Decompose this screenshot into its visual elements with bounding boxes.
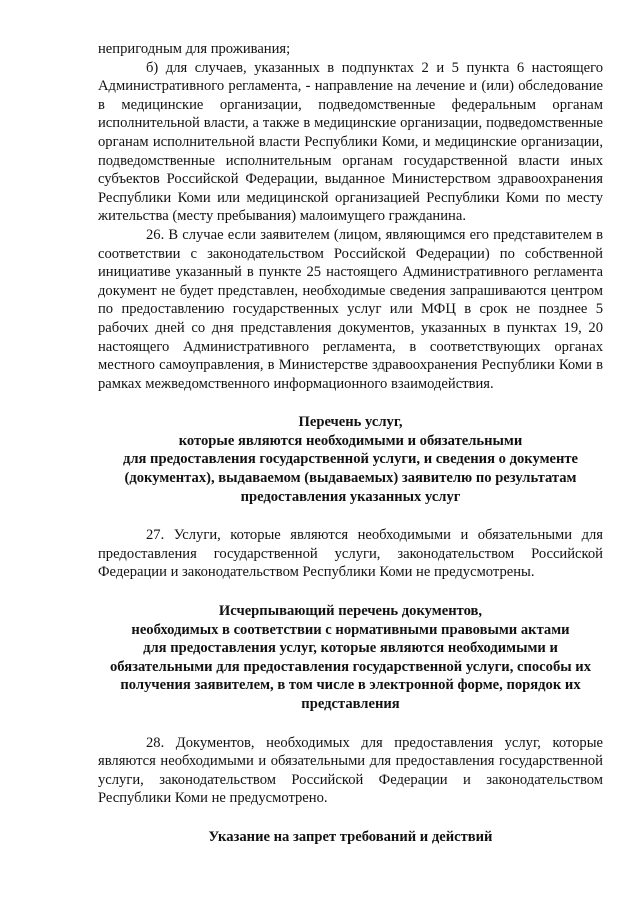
heading-line: Перечень услуг,: [298, 414, 403, 431]
paragraph-28: 28. Документов, необходимых для предоставления услуг, которые являются необходимыми и обязательными для предоставления государственной услуги, законодательством Российской Федерации и законодательством Республики Коми не предусмотрено.: [98, 734, 603, 807]
heading-line: Исчерпывающий перечень документов,: [218, 603, 483, 620]
heading-line: представления: [301, 696, 400, 712]
heading-line: для предоставления государственной услуги, и сведения о документе: [122, 451, 579, 468]
heading-line: обязательными для предоставления государственной услуги, способы их: [109, 658, 592, 675]
heading-line: получения заявителем, в том числе в электронной форме, порядок их: [120, 677, 581, 694]
paragraph-26: 26. В случае если заявителем (лицом, являющимся его представителем в соответствии с законодательством Российской Федерации) по собственной инициативе указанный в пункте 25 настоящего Административного регламента документ не будет представлен, необходимые сведения запрашиваются центром по предоставлению государственных услуг или МФЦ в срок не позднее 5 рабочих дней со дня представления документов, указанных в пунктах 19, 20 настоящего Административного регламента, в соответствующих органах местного самоуправления, в Министерстве здравоохранения Республики Коми в рамках межведомственного информационного взаимодействия.: [98, 226, 603, 392]
heading-documents-list: [98, 602, 603, 714]
heading-services-list: [98, 413, 603, 506]
heading-prohibition: Указание на запрет требований и действий: [208, 828, 493, 845]
paragraph-b: б) для случаев, указанных в подпунктах 2 и 5 пункта 6 настоящего Административного регламента, - направление на лечение и (или) обследование в медицинские организации, подведомственные федеральным органам исполнительной власти, а также в медицинские организации, подведомственные органам исполнительной власти Республики Коми, и медицинские организации, подведомственные исполнительным органам государственной власти иных субъектов Российской Федерации, выданное Министерством здравоохранения Республики Коми или медицинской организацией Республики Коми по месту жительства (месту пребывания) малоимущего гражданина.: [98, 59, 603, 225]
heading-line: необходимых в соответствии с нормативными правовыми актами: [131, 621, 570, 638]
heading-line: для предоставления услуг, которые являются необходимыми и: [143, 640, 558, 657]
paragraph-continuation: непригодным для проживания;: [98, 41, 291, 57]
document-page: [98, 40, 603, 847]
paragraph-27: 27. Услуги, которые являются необходимыми и обязательными для предоставления государственной услуги, законодательством Российской Федерации и законодательством Республики Коми не предусмотрены.: [98, 527, 603, 581]
heading-line: предоставления указанных услуг: [240, 488, 461, 505]
heading-line: (документах), выдаваемом (выдаваемых) заявителю по результатам: [124, 470, 577, 487]
heading-line: которые являются необходимыми и обязательными: [178, 432, 523, 449]
